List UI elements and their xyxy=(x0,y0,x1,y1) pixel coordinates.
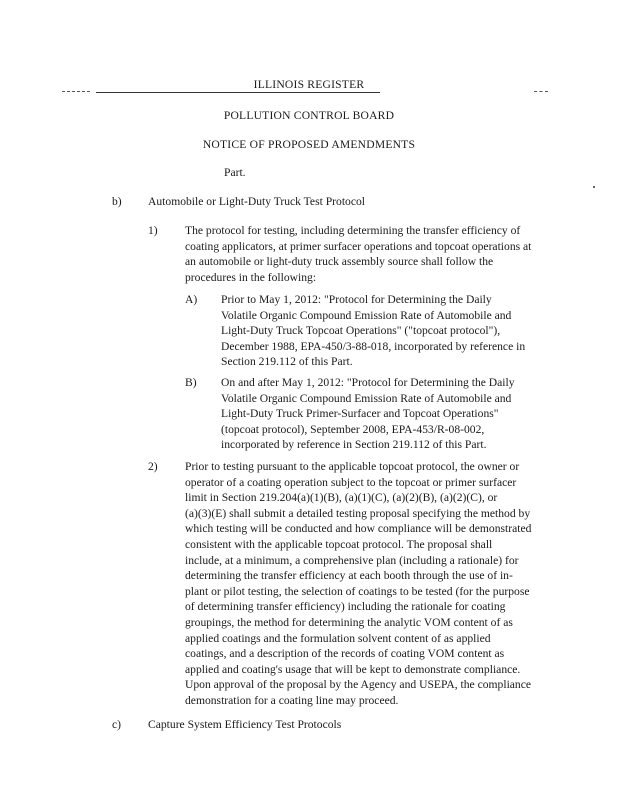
item-2-line: determining the transfer efficiency at each booth through the use of in- xyxy=(185,569,513,583)
sub-b-label: B) xyxy=(185,376,197,389)
section-c-title: Capture System Efficiency Test Protocols xyxy=(148,718,342,731)
sub-a-line: Section 219.112 of this Part. xyxy=(221,355,353,369)
register-title: ILLINOIS REGISTER xyxy=(253,78,365,91)
sub-a-paragraph xyxy=(221,292,525,370)
item-2-line: include, at a minimum, a comprehensive plan (including a rationale) for xyxy=(185,553,519,567)
sub-a-line: Prior to May 1, 2012: "Protocol for Determining the Daily xyxy=(221,293,492,306)
item-2-line: applied and coating's usage that will be kept to demonstrate compliance. xyxy=(185,662,521,676)
item-2-line: plant or pilot testing, the selection of coatings to be tested (for the purpose xyxy=(185,584,530,598)
item-1-line: an automobile or light-duty truck assembly source shall follow the xyxy=(185,255,494,269)
sub-a-line: Light-Duty Truck Topcoat Operations" ("topcoat protocol"), xyxy=(221,324,501,338)
item-1-line: coating applicators, at primer surfacer operations and topcoat operations at xyxy=(185,239,532,253)
sub-b-line: (topcoat protocol), September 2008, EPA-453/R-08-002, xyxy=(221,422,485,436)
sub-a-line: December 1988, EPA-450/3-88-018, incorporated by reference in xyxy=(221,339,526,353)
item-2-line: operator of a coating operation subject to the topcoat or primer surfacer xyxy=(185,475,517,489)
item-1-line: procedures in the following: xyxy=(185,270,317,284)
item-2-paragraph xyxy=(185,459,531,709)
sub-b-line: incorporated by reference in Section 219.112 of this Part. xyxy=(221,438,487,452)
item-2-line: Upon approval of the proposal by the Agency and USEPA, the compliance xyxy=(185,678,532,692)
section-b-title: Automobile or Light-Duty Truck Test Protocol xyxy=(148,195,365,208)
sub-b-line: Light-Duty Truck Primer-Surfacer and Topcoat Operations" xyxy=(221,407,499,421)
item-2-line: consistent with the applicable topcoat protocol. The proposal shall xyxy=(185,537,493,551)
item-2-line: which testing will be conducted and how compliance will be demonstrated xyxy=(185,522,532,536)
item-1-paragraph xyxy=(185,223,531,285)
item-1-line: The protocol for testing, including determining the transfer efficiency of xyxy=(185,224,521,237)
sub-a-line: Volatile Organic Compound Emission Rate of Automobile and xyxy=(221,308,512,322)
item-2-line: (a)(3)(E) shall submit a detailed testing proposal specifying the method by xyxy=(185,506,531,520)
item-1-label: 1) xyxy=(148,224,158,237)
header-dash-right xyxy=(534,91,548,92)
item-2-line: coatings, and a description of the records of coating VOM content as xyxy=(185,647,505,661)
item-2-label: 2) xyxy=(148,460,158,473)
item-2-line: Prior to testing pursuant to the applicable topcoat protocol, the owner or xyxy=(185,460,520,473)
sub-a-label: A) xyxy=(185,293,198,306)
section-c-label: c) xyxy=(112,718,122,731)
item-2-line: groupings, the method for determining the analytic VOM content of as xyxy=(185,615,513,629)
sub-b-paragraph xyxy=(221,375,515,453)
board-name: POLLUTION CONTROL BOARD xyxy=(223,109,395,122)
margin-mark xyxy=(593,186,595,188)
section-b-label: b) xyxy=(112,195,122,208)
item-2-line: of determining transfer efficiency) including the rationale for coating xyxy=(185,600,506,614)
notice-title: NOTICE OF PROPOSED AMENDMENTS xyxy=(202,138,416,151)
sub-b-line: On and after May 1, 2012: "Protocol for Determining the Daily xyxy=(221,376,515,389)
header-rule xyxy=(96,92,380,93)
sub-b-line: Volatile Organic Compound Emission Rate of Automobile and xyxy=(221,391,512,405)
item-2-line: demonstration for a coating line may proceed. xyxy=(185,693,399,707)
item-2-line: applied coatings and the formulation solvent content of as applied xyxy=(185,631,491,645)
part-label: Part. xyxy=(224,166,246,179)
item-2-line: limit in Section 219.204(a)(1)(B), (a)(1)(C), (a)(2)(B), (a)(2)(C), or xyxy=(185,491,498,505)
